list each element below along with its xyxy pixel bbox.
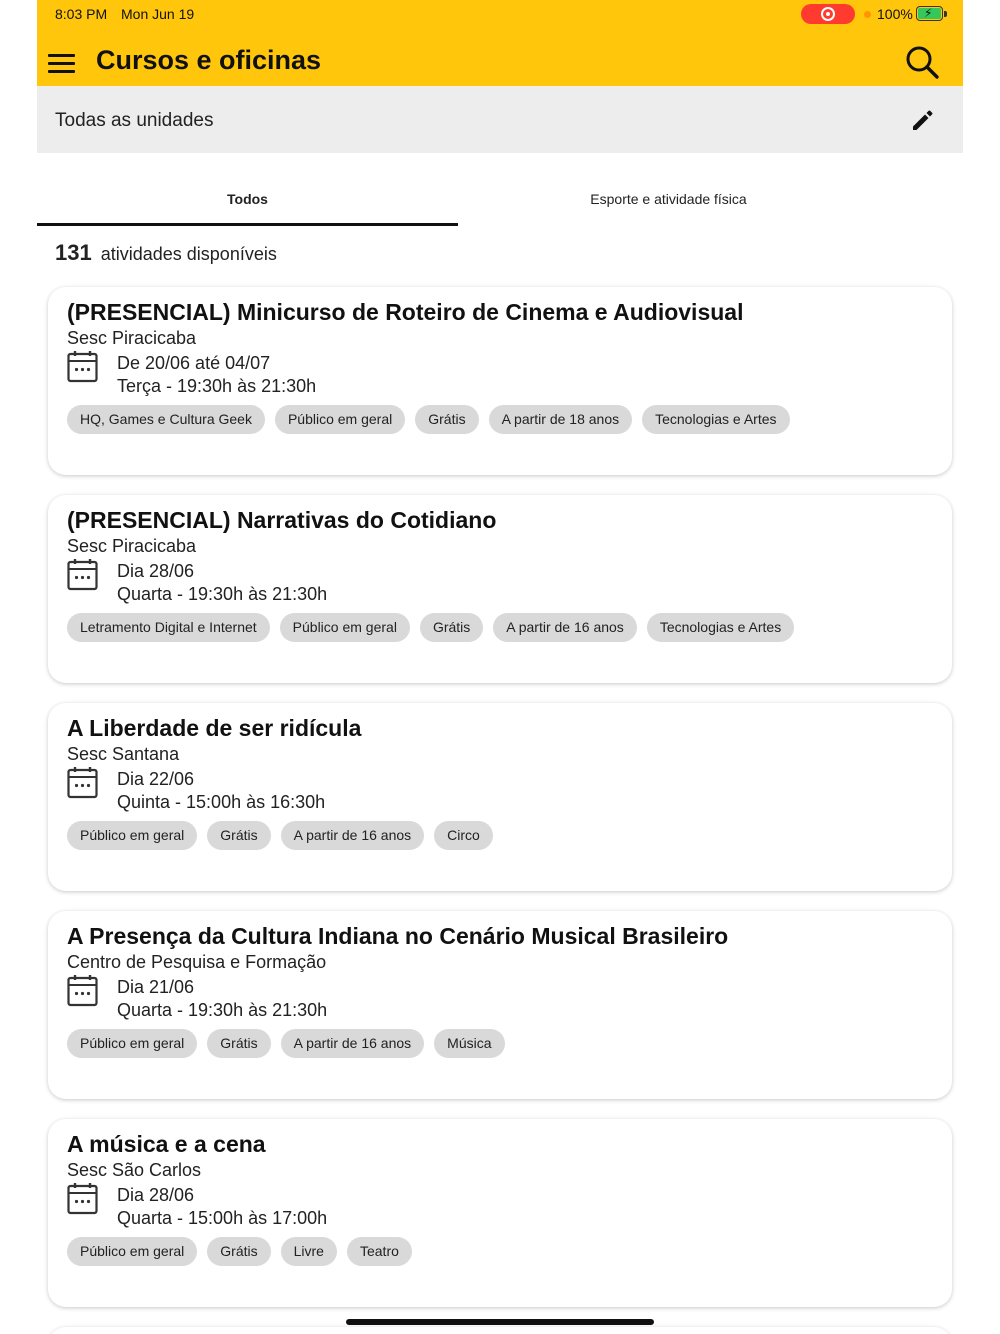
activity-title: A Liberdade de ser ridícula	[67, 715, 362, 741]
activity-schedule: Terça - 19:30h às 21:30h	[117, 376, 317, 396]
activity-tags	[67, 821, 503, 851]
activity-venue: Sesc São Carlos	[67, 1160, 202, 1180]
activity-card[interactable]	[48, 1327, 952, 1334]
tag-chip: Público em geral	[280, 613, 410, 642]
status-date: Mon Jun 19	[121, 6, 195, 22]
activity-title: A música e a cena	[67, 1131, 266, 1157]
calendar-icon	[67, 974, 98, 1007]
activity-date: Dia 28/06	[117, 1185, 195, 1205]
unit-filter-label: Todas as unidades	[55, 110, 214, 131]
results-count-number: 131	[55, 240, 92, 265]
tag-chip: Tecnologias e Artes	[642, 405, 789, 434]
calendar-icon	[67, 1182, 98, 1215]
activity-card[interactable]	[48, 495, 952, 683]
tag-chip: A partir de 16 anos	[493, 613, 637, 642]
activity-venue: Sesc Santana	[67, 744, 180, 764]
calendar-icon	[67, 350, 98, 383]
calendar-icon	[67, 558, 98, 591]
page-title: Cursos e oficinas	[96, 45, 322, 75]
activity-tags	[67, 1029, 515, 1059]
activity-tags	[67, 405, 800, 435]
activity-date: Dia 28/06	[117, 561, 195, 581]
tag-chip: A partir de 16 anos	[281, 821, 425, 850]
category-tabs	[37, 153, 963, 227]
search-icon[interactable]	[903, 44, 943, 80]
activity-tags	[67, 1237, 422, 1267]
pencil-icon[interactable]	[909, 106, 937, 134]
calendar-icon	[67, 766, 98, 799]
tag-chip: Circo	[434, 821, 493, 850]
activity-card[interactable]	[48, 287, 952, 475]
tag-chip: Público em geral	[67, 1237, 197, 1266]
tag-chip: Grátis	[420, 613, 483, 642]
tag-chip: Livre	[281, 1237, 337, 1266]
app-header	[37, 0, 963, 86]
activity-venue: Sesc Piracicaba	[67, 536, 197, 556]
unit-filter-bar[interactable]	[37, 86, 963, 153]
home-indicator[interactable]	[346, 1319, 654, 1325]
status-bar	[37, 0, 963, 28]
app-screen	[37, 0, 963, 1334]
menu-icon[interactable]	[45, 48, 79, 78]
tag-chip: Grátis	[207, 1029, 270, 1058]
tab-todos-label: Todos	[227, 191, 268, 207]
tag-chip: Público em geral	[275, 405, 405, 434]
activity-venue: Centro de Pesquisa e Formação	[67, 952, 327, 972]
mic-indicator-icon	[864, 11, 871, 18]
activity-schedule: Quarta - 15:00h às 17:00h	[117, 1208, 328, 1228]
tag-chip: Grátis	[207, 1237, 270, 1266]
status-time: 8:03 PM	[55, 6, 108, 22]
tag-chip: Música	[434, 1029, 504, 1058]
activity-venue: Sesc Piracicaba	[67, 328, 197, 348]
tag-chip: Público em geral	[67, 1029, 197, 1058]
record-icon[interactable]	[801, 4, 855, 24]
activity-title: (PRESENCIAL) Minicurso de Roteiro de Cinema e Audiovisual	[67, 299, 744, 325]
activity-schedule: Quarta - 19:30h às 21:30h	[117, 1000, 328, 1020]
activity-title: (PRESENCIAL) Narrativas do Cotidiano	[67, 507, 497, 533]
activity-schedule: Quarta - 19:30h às 21:30h	[117, 584, 328, 604]
activity-date: Dia 22/06	[117, 769, 195, 789]
tag-chip: Grátis	[415, 405, 478, 434]
activity-card[interactable]	[48, 703, 952, 891]
activity-card[interactable]	[48, 911, 952, 1099]
tag-chip: A partir de 16 anos	[281, 1029, 425, 1058]
tag-chip: Letramento Digital e Internet	[67, 613, 270, 642]
activity-schedule: Quinta - 15:00h às 16:30h	[117, 792, 326, 812]
tag-chip: Grátis	[207, 821, 270, 850]
tab-esporte[interactable]	[458, 153, 879, 227]
tag-chip: Tecnologias e Artes	[647, 613, 794, 642]
activity-card[interactable]	[48, 1119, 952, 1307]
tag-chip: Público em geral	[67, 821, 197, 850]
battery-percent: 100%	[877, 6, 913, 22]
tag-chip: A partir de 18 anos	[489, 405, 633, 434]
tag-chip: HQ, Games e Cultura Geek	[67, 405, 265, 434]
results-count	[55, 240, 277, 266]
tab-esporte-label: Esporte e atividade física	[590, 191, 747, 207]
activity-tags	[67, 613, 804, 643]
tab-todos[interactable]	[37, 153, 458, 227]
activity-title: A Presença da Cultura Indiana no Cenário Musical Brasileiro	[67, 923, 729, 949]
tag-chip: Teatro	[347, 1237, 412, 1266]
battery-icon: ⚡	[916, 6, 943, 21]
battery-tip	[944, 11, 947, 17]
activity-date: De 20/06 até 04/07	[117, 353, 271, 373]
tab-selected-indicator	[37, 223, 458, 226]
activity-date: Dia 21/06	[117, 977, 195, 997]
results-count-label: atividades disponíveis	[100, 244, 277, 264]
